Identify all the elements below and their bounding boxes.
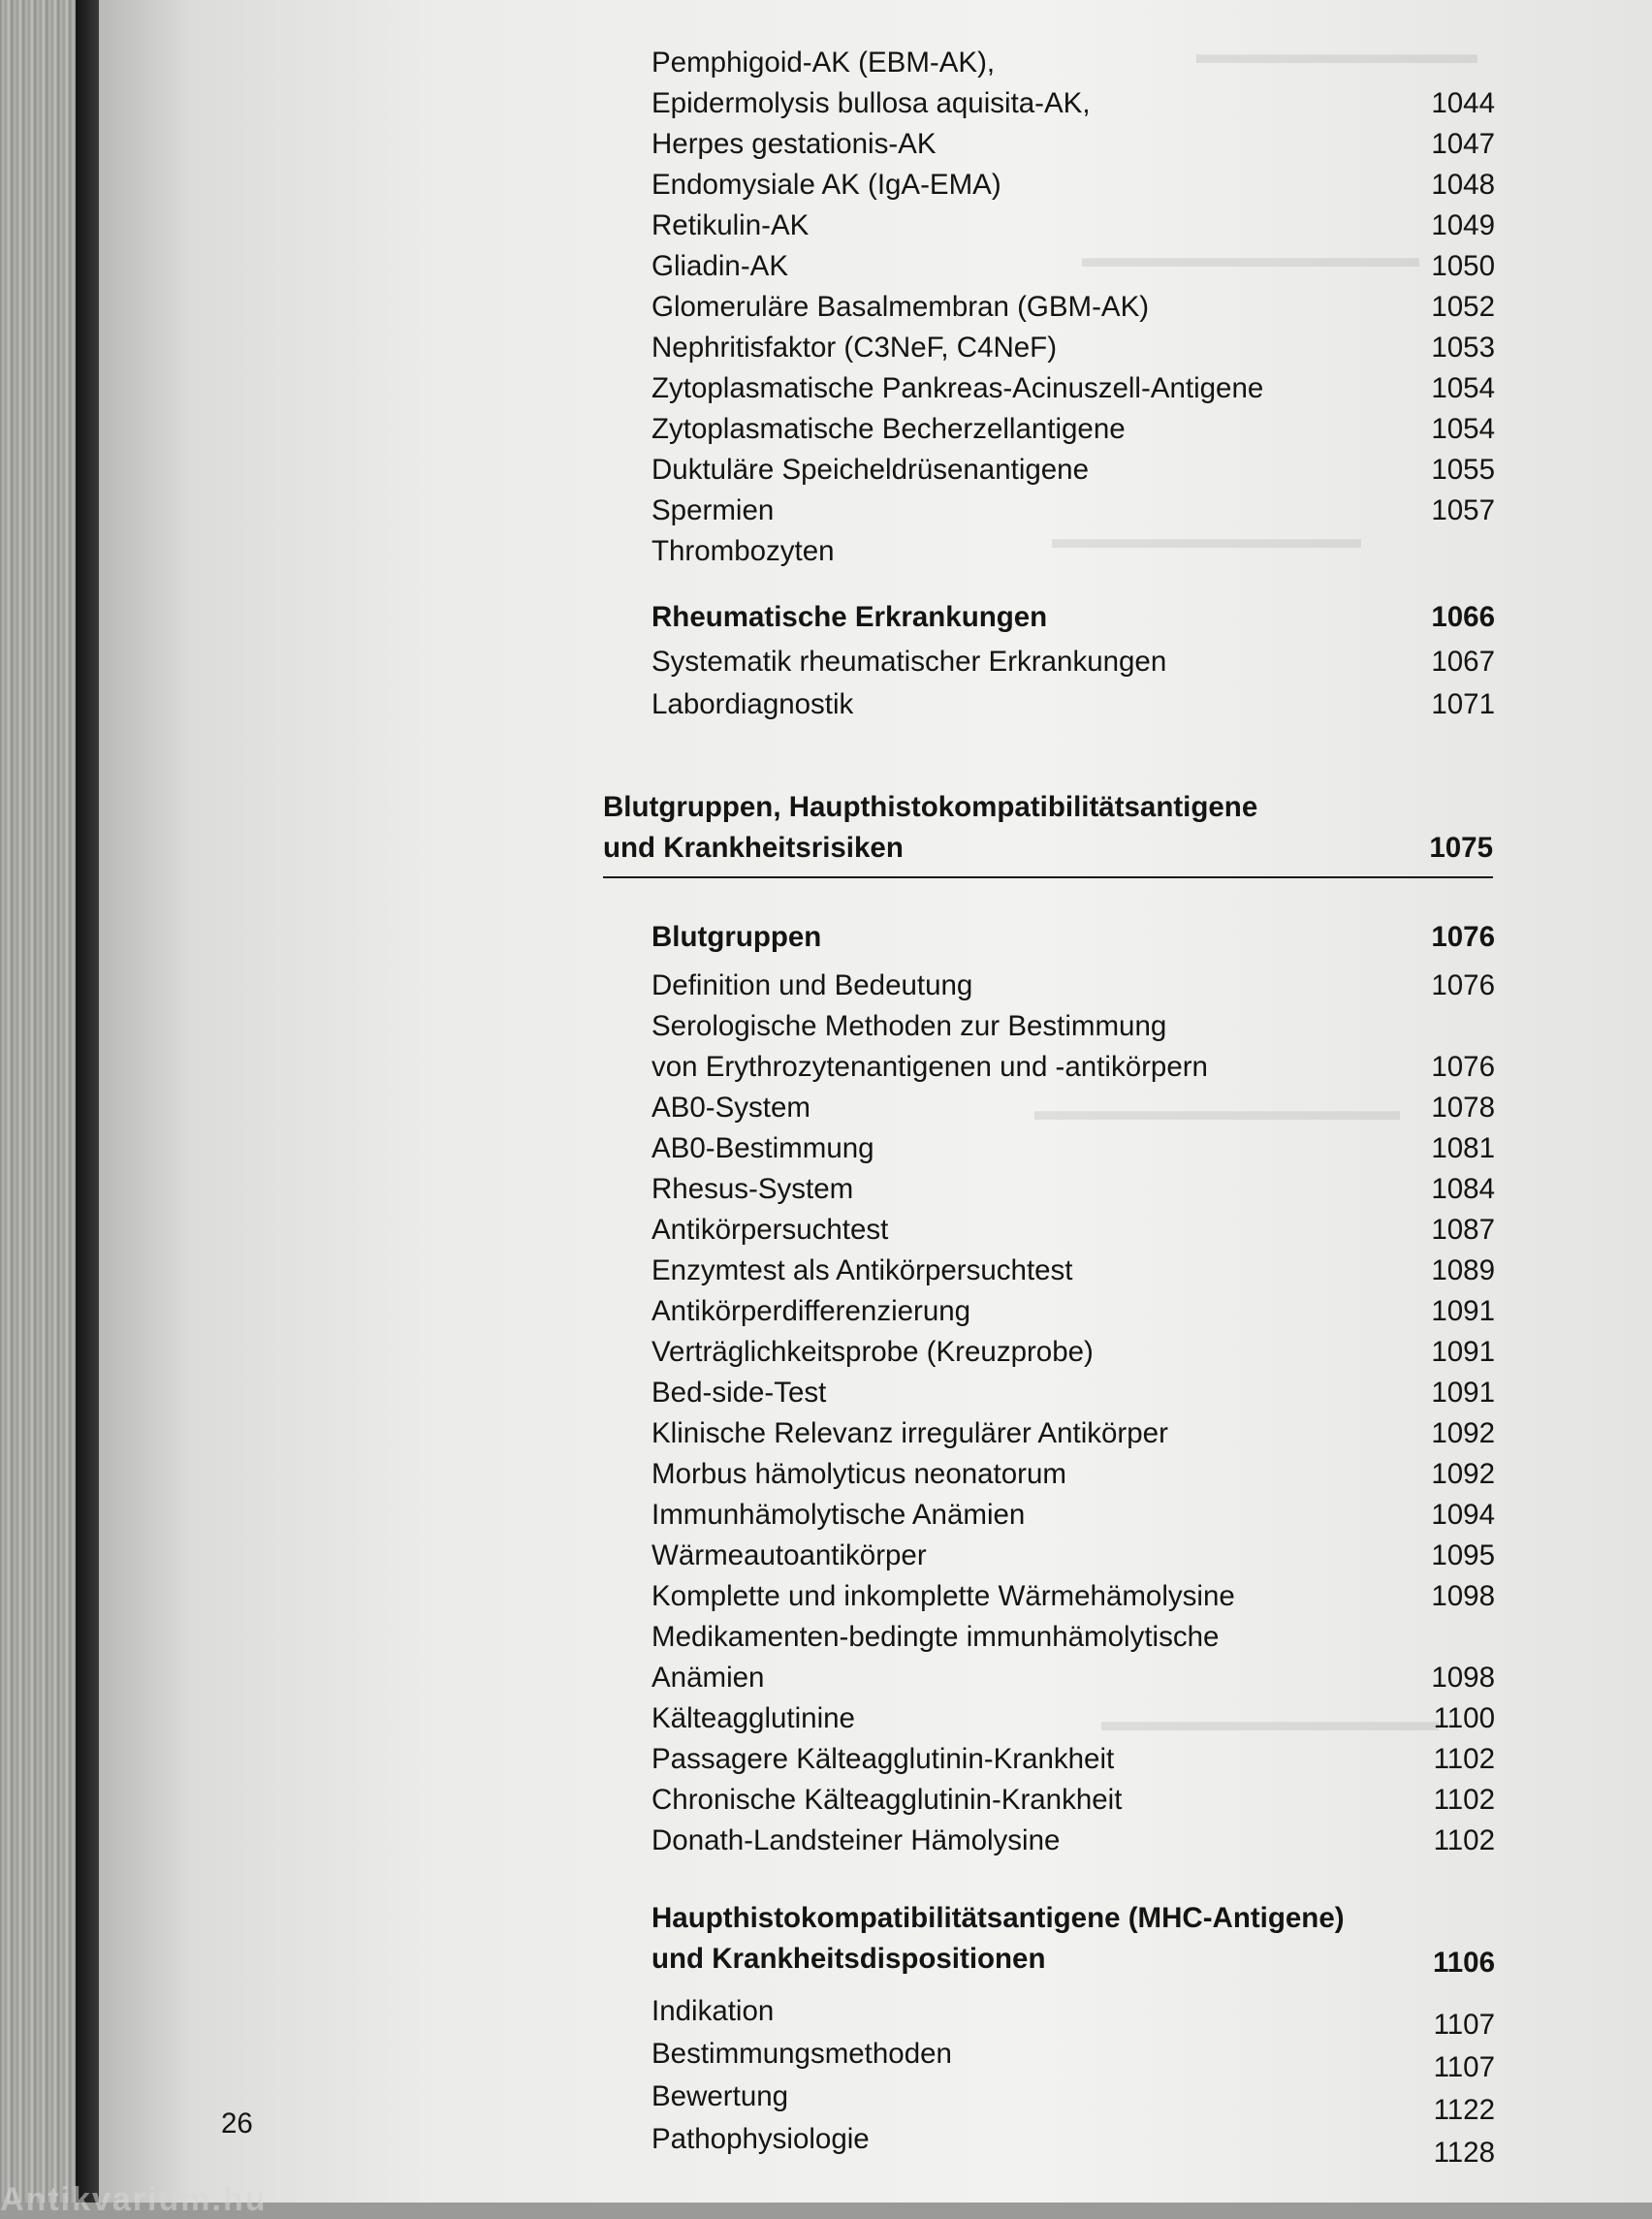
toc-entry-title: Zytoplasmatische Pankreas-Acinuszell-Antigene <box>651 372 1264 404</box>
toc-entry <box>651 1499 1495 1541</box>
toc-entry-page: 1081 <box>1431 1132 1495 1164</box>
toc-entry <box>651 1784 1495 1826</box>
toc-entry <box>651 128 1495 171</box>
toc-entry-page: 1098 <box>1431 1580 1495 1612</box>
toc-entry-page: 1076 <box>1431 969 1495 1001</box>
toc-entry-title: Verträglichkeitsprobe (Kreuzprobe) <box>651 1336 1094 1368</box>
toc-entry-title: AB0-Bestimmung <box>651 1132 874 1164</box>
toc-entry-page: 1084 <box>1431 1173 1495 1205</box>
toc-entry-page: 1091 <box>1431 1336 1495 1368</box>
toc-entry <box>651 1214 1495 1256</box>
toc-entry-title: Glomeruläre Basalmembran (GBM-AK) <box>651 291 1150 323</box>
toc-entry-page: 1067 <box>1431 646 1495 678</box>
toc-entry <box>651 646 1495 688</box>
toc-entry-page: 1107 <box>1433 2009 1495 2041</box>
toc-entry-page: 1049 <box>1431 209 1495 241</box>
toc-entry-page: 1057 <box>1431 494 1495 526</box>
toc-entry-title: Nephritisfaktor (C3NeF, C4NeF) <box>651 332 1058 364</box>
toc-entry-title: Wärmeautoantikörper <box>651 1539 927 1571</box>
toc-entry-page: 1066 <box>1431 601 1495 633</box>
toc-entry-page: 1047 <box>1431 128 1495 160</box>
toc-section-heading <box>651 1902 1495 1983</box>
toc-entry <box>651 87 1495 130</box>
toc-entry <box>651 1336 1495 1379</box>
toc-entry <box>651 1743 1495 1786</box>
toc-entry-title: Donath-Landsteiner Hämolysine <box>651 1824 1061 1856</box>
toc-entry-title: Systematik rheumatischer Erkrankungen <box>651 646 1167 678</box>
toc-entry <box>651 2080 1495 2126</box>
toc-entry <box>651 1173 1495 1216</box>
toc-section-heading <box>651 601 1495 644</box>
toc-entry-title: Zytoplasmatische Becherzellantigene <box>651 413 1126 445</box>
toc-entry <box>651 2038 1495 2083</box>
toc-entry-page: 1100 <box>1433 1702 1495 1734</box>
toc-entry-title: Bed-side-Test <box>651 1377 827 1409</box>
toc-entry <box>651 1824 1495 1867</box>
toc-entry <box>651 291 1495 333</box>
toc-entry-title: Chronische Kälteagglutinin-Krankheit <box>651 1784 1123 1816</box>
toc-entry <box>651 1092 1495 1134</box>
toc-entry-page: 1053 <box>1431 332 1495 364</box>
toc-entry-title-continued: von Erythrozytenantigenen und -antikörpern <box>651 1051 1208 1083</box>
toc-entry-title-continued: und Krankheitsdispositionen <box>651 1943 1046 1975</box>
toc-entry <box>651 1132 1495 1175</box>
toc-entry <box>651 1010 1495 1092</box>
toc-entry-title: Spermien <box>651 494 775 526</box>
toc-entry-title: Antikörperdifferenzierung <box>651 1295 971 1327</box>
toc-entry <box>651 2123 1495 2169</box>
toc-entry <box>651 494 1495 537</box>
toc-entry-page: 1048 <box>1431 169 1495 201</box>
toc-entry <box>651 1580 1495 1623</box>
chapter-title-line2: und Krankheitsrisiken <box>603 832 904 864</box>
toc-entry-title: Komplette und inkomplette Wärmehämolysine <box>651 1580 1235 1612</box>
toc-entry-title: Blutgruppen <box>651 921 822 953</box>
toc-entry-title: Kälteagglutinine <box>651 1702 855 1734</box>
toc-entry <box>651 250 1495 293</box>
toc-entry-page: 1092 <box>1431 1458 1495 1490</box>
toc-entry <box>651 535 1495 578</box>
toc-entry-page: 1094 <box>1431 1499 1495 1531</box>
toc-entry-title: Herpes gestationis-AK <box>651 128 937 160</box>
toc-entry <box>651 332 1495 374</box>
toc-entry-page: 1089 <box>1431 1254 1495 1286</box>
toc-entry-page: 1122 <box>1433 2094 1495 2126</box>
toc-entry-title: Medikamenten-bedingte immunhämolytische <box>651 1621 1220 1653</box>
toc-entry <box>651 1539 1495 1582</box>
toc-entry-title: Rhesus-System <box>651 1173 854 1205</box>
toc-entry-page: 1091 <box>1431 1377 1495 1409</box>
toc-entry-title: Bestimmungsmethoden <box>651 2038 952 2070</box>
toc-entry <box>651 1417 1495 1460</box>
toc-entry-title: Enzymtest als Antikörpersuchtest <box>651 1254 1073 1286</box>
toc-entry <box>651 413 1495 456</box>
toc-entry-page: 1106 <box>1433 1947 1495 1979</box>
page-number: 26 <box>221 2108 253 2140</box>
chapter-title-line1: Blutgruppen, Haupthistokompatibilitätsantigene <box>603 791 1258 823</box>
toc-entry-page: 1050 <box>1431 250 1495 282</box>
toc-entry <box>651 1621 1495 1702</box>
toc-entry-page: 1054 <box>1431 372 1495 404</box>
toc-entry-page: 1052 <box>1431 291 1495 323</box>
toc-entry-title: Haupthistokompatibilitätsantigene (MHC-Antigene) <box>651 1902 1345 1934</box>
toc-entry-title: Passagere Kälteagglutinin-Krankheit <box>651 1743 1115 1775</box>
toc-entry-page: 1078 <box>1431 1092 1495 1124</box>
toc-entry-title: Definition und Bedeutung <box>651 969 973 1001</box>
toc-entry <box>651 1702 1495 1745</box>
toc-entry <box>651 1295 1495 1338</box>
toc-entry <box>651 1377 1495 1419</box>
toc-entry-title: Pemphigoid-AK (EBM-AK), <box>651 47 996 79</box>
toc-entry-title: Antikörpersuchtest <box>651 1214 889 1246</box>
toc-entry-title: Duktuläre Speicheldrüsenantigene <box>651 454 1089 486</box>
toc-entry-title: Morbus hämolyticus neonatorum <box>651 1458 1066 1490</box>
toc-entry-page: 1102 <box>1433 1824 1495 1856</box>
toc-entry <box>651 209 1495 252</box>
toc-entry-page: 1102 <box>1433 1743 1495 1775</box>
toc-entry-title: Serologische Methoden zur Bestimmung <box>651 1010 1167 1042</box>
chapter-divider <box>603 876 1493 878</box>
toc-entry-page: 1091 <box>1431 1295 1495 1327</box>
toc-entry <box>651 1458 1495 1501</box>
toc-entry-title: Rheumatische Erkrankungen <box>651 601 1048 633</box>
toc-entry-title: Retikulin-AK <box>651 209 810 241</box>
toc-section-heading <box>651 921 1495 964</box>
toc-entry <box>651 1254 1495 1297</box>
toc-entry-page: 1044 <box>1431 87 1495 119</box>
toc-chapter-heading <box>603 791 1493 876</box>
toc-entry-page: 1092 <box>1431 1417 1495 1449</box>
toc-entry-page: 1054 <box>1431 413 1495 445</box>
toc-entry-page: 1095 <box>1431 1539 1495 1571</box>
toc-entry-title: Indikation <box>651 1995 775 2027</box>
toc-entry <box>651 372 1495 415</box>
toc-entry <box>651 969 1495 1012</box>
toc-entry <box>651 47 1495 89</box>
toc-entry-title: Thrombozyten <box>651 535 835 567</box>
chapter-page: 1075 <box>1429 832 1493 864</box>
toc-entry-page: 1102 <box>1433 1784 1495 1816</box>
toc-entry-page: 1098 <box>1431 1662 1495 1694</box>
toc-entry-title-continued: Anämien <box>651 1662 765 1694</box>
toc-entry-title: Labordiagnostik <box>651 688 854 720</box>
toc-entry-title: Gliadin-AK <box>651 250 789 282</box>
toc-entry <box>651 688 1495 731</box>
toc-entry-title: Immunhämolytische Anämien <box>651 1499 1026 1531</box>
toc-entry-page: 1128 <box>1433 2137 1495 2169</box>
toc-entry-page: 1055 <box>1431 454 1495 486</box>
toc-entry-title: Pathophysiologie <box>651 2123 870 2155</box>
toc-entry-page: 1107 <box>1433 2051 1495 2083</box>
toc-entry-page: 1076 <box>1431 921 1495 953</box>
toc-entry-title: Klinische Relevanz irregulärer Antikörper <box>651 1417 1168 1449</box>
toc-entry-title: AB0-System <box>651 1092 810 1124</box>
watermark: Antikvarium.hu <box>0 2181 268 2218</box>
toc-entry <box>651 1995 1495 2041</box>
toc-entry-page: 1076 <box>1431 1051 1495 1083</box>
toc-entry-title: Endomysiale AK (IgA-EMA) <box>651 169 1001 201</box>
toc-entry-page: 1087 <box>1431 1214 1495 1246</box>
toc-entry <box>651 169 1495 211</box>
toc-entry <box>651 454 1495 496</box>
toc-entry-title: Epidermolysis bullosa aquisita-AK, <box>651 87 1091 119</box>
toc-entry-page: 1071 <box>1431 688 1495 720</box>
toc-entry-title: Bewertung <box>651 2080 789 2112</box>
